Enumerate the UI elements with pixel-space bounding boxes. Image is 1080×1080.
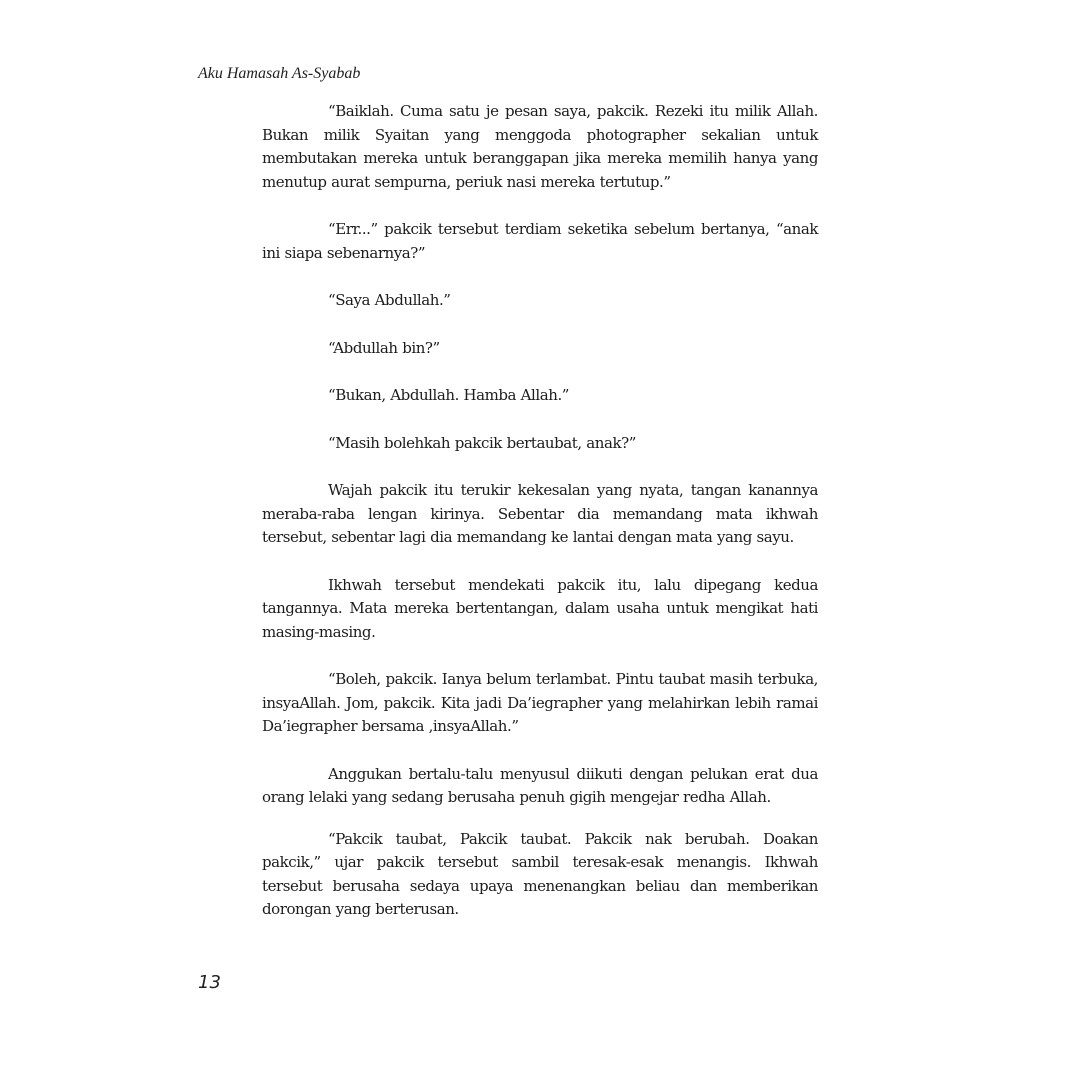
paragraph-7: Wajah pakcik itu terukir kekesalan yang nyata, tangan kanannya meraba-raba lengan kirinya. Sebentar dia memandang mata ikhwah tersebut, sebentar lagi dia memandang ke lantai dengan mata yang sayu.: [262, 481, 818, 546]
paragraph-6: “Masih bolehkah pakcik bertaubat, anak?”: [328, 433, 636, 452]
paragraph-10: Anggukan bertalu-talu menyusul diikuti dengan pelukan erat dua orang lelaki yang sedang berusaha penuh gigih mengejar redha Allah.: [262, 764, 818, 806]
paragraph-4: “Abdullah bin?”: [328, 338, 440, 357]
paragraph-2: “Err...” pakcik tersebut terdiam seketika sebelum bertanya, “anak ini siapa sebenarnya?”: [262, 220, 818, 262]
paragraph-9: “Boleh, pakcik. Ianya belum terlambat. Pintu taubat masih terbuka, insyaAllah. Jom, pakcik. Kita jadi Da’iegrapher yang melahirkan lebih ramai Da’iegrapher bersama ,insyaAllah.”: [262, 670, 818, 735]
paragraph-1: “Baiklah. Cuma satu je pesan saya, pakcik. Rezeki itu milik Allah. Bukan milik Syaitan yang menggoda photographer sekalian untuk membutakan mereka untuk beranggapan jika mereka memilih hanya yang menutup aurat sempurna, periuk nasi mereka tertutup.”: [262, 102, 818, 191]
paragraph-8: Ikhwah tersebut mendekati pakcik itu, lalu dipegang kedua tangannya. Mata mereka bertentangan, dalam usaha untuk mengikat hati masing-masing.: [262, 575, 818, 641]
paragraph-5: “Bukan, Abdullah. Hamba Allah.”: [328, 386, 569, 404]
page-body: [262, 100, 818, 946]
running-header-title: Aku Hamasah As-Syabab: [198, 65, 361, 82]
paragraph-3: “Saya Abdullah.”: [328, 291, 451, 309]
paragraph-11: “Pakcik taubat, Pakcik taubat. Pakcik nak berubah. Doakan pakcik,” ujar pakcik tersebut sambil teresak-esak menangis. Ikhwah tersebut berusaha sedaya upaya menenangkan beliau dan memberikan dorongan yang berterusan.: [262, 829, 818, 918]
page-number: 13: [198, 972, 221, 993]
